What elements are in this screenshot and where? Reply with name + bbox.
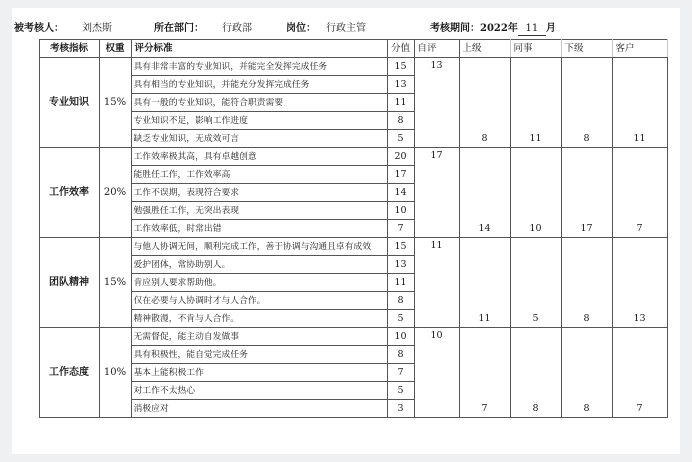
department-value: 行政部: [222, 23, 252, 34]
peer-rating-cell: 11: [510, 58, 561, 148]
criteria-cell: 勉强胜任工作，无突出表现: [131, 202, 387, 220]
superior-rating-cell: 8: [459, 58, 510, 148]
score-cell: 15: [387, 238, 414, 256]
criteria-cell: 爱护团体，常协助别人。: [131, 256, 387, 274]
period-month: 11: [518, 23, 546, 36]
department-label: 所在部门：: [154, 23, 204, 34]
score-cell: 8: [387, 292, 414, 310]
criteria-cell: 无需督促，能主动自发做事: [131, 328, 387, 346]
subordinate-rating-cell: 8: [561, 58, 612, 148]
col-score: 分值: [387, 40, 414, 58]
score-cell: 8: [387, 112, 414, 130]
criteria-cell: 能胜任工作，工作效率高: [131, 166, 387, 184]
score-cell: 15: [387, 58, 414, 76]
assessment-table: [12, 39, 668, 418]
criteria-cell: 专业知识不足，影响工作进度: [131, 112, 387, 130]
col-weight: 权重: [99, 40, 131, 58]
criteria-cell: 工作不误期，表现符合要求: [131, 184, 387, 202]
self-rating-cell: 13: [414, 58, 459, 148]
indicator-cell: 工作效率: [39, 148, 99, 238]
score-cell: 13: [387, 76, 414, 94]
score-cell: 11: [387, 274, 414, 292]
criteria-cell: 精神散漫，不肯与人合作。: [131, 310, 387, 328]
superior-rating-cell: 7: [459, 328, 510, 418]
col-customer: 客户: [612, 40, 667, 58]
indicator-cell: 工作态度: [39, 328, 99, 418]
score-cell: 8: [387, 346, 414, 364]
period-suffix: 月: [545, 23, 556, 34]
assessment-sheet: [12, 8, 680, 454]
score-cell: 7: [387, 364, 414, 382]
left-margin-cell: [12, 58, 39, 418]
criteria-cell: 具有非常丰富的专业知识，并能完全发挥完成任务: [131, 58, 387, 76]
superior-rating-cell: 11: [459, 238, 510, 328]
score-cell: 5: [387, 382, 414, 400]
col-indicator: 考核指标: [39, 40, 99, 58]
score-cell: 13: [387, 256, 414, 274]
criteria-cell: 仅在必要与人协调时才与人合作。: [131, 292, 387, 310]
self-rating-cell: 11: [414, 238, 459, 328]
criteria-cell: 肯应别人要求帮助他。: [131, 274, 387, 292]
criteria-cell: 工作效率低，时常出错: [131, 220, 387, 238]
col-criteria: 评分标准: [131, 40, 387, 58]
assessee-field: [14, 22, 112, 36]
criteria-cell: 对工作不太热心: [131, 382, 387, 400]
table-row: [12, 148, 667, 166]
table-row: [12, 328, 667, 346]
criteria-cell: 基本上能积极工作: [131, 364, 387, 382]
score-cell: 10: [387, 328, 414, 346]
peer-rating-cell: 10: [510, 148, 561, 238]
criteria-cell: 缺乏专业知识，无成效可言: [131, 130, 387, 148]
self-rating-cell: 10: [414, 328, 459, 418]
superior-rating-cell: 14: [459, 148, 510, 238]
weight-cell: 15%: [99, 238, 131, 328]
subordinate-rating-cell: 8: [561, 238, 612, 328]
col-subordinate: 下级: [561, 40, 612, 58]
subordinate-rating-cell: 8: [561, 328, 612, 418]
indicator-cell: 专业知识: [39, 58, 99, 148]
customer-rating-cell: 7: [612, 148, 667, 238]
indicator-cell: 团队精神: [39, 238, 99, 328]
score-cell: 3: [387, 400, 414, 418]
position-label: 岗位：: [286, 23, 316, 34]
peer-rating-cell: 8: [510, 328, 561, 418]
period-field: [430, 22, 556, 36]
score-cell: 11: [387, 94, 414, 112]
weight-cell: 20%: [99, 148, 131, 238]
assessee-label: 被考核人：: [14, 23, 64, 34]
subordinate-rating-cell: 17: [561, 148, 612, 238]
score-cell: 7: [387, 220, 414, 238]
score-cell: 10: [387, 202, 414, 220]
score-cell: 5: [387, 130, 414, 148]
col-peer: 同事: [510, 40, 561, 58]
criteria-cell: 具有相当的专业知识，并能充分发挥完成任务: [131, 76, 387, 94]
period-label: 考核期间：: [430, 23, 480, 34]
score-cell: 17: [387, 166, 414, 184]
customer-rating-cell: 13: [612, 238, 667, 328]
col-self: 自评: [414, 40, 459, 58]
criteria-cell: 消极应对: [131, 400, 387, 418]
assessee-value: 刘杰斯: [82, 23, 112, 34]
criteria-cell: 与他人协调无间，顺利完成工作，善于协调与沟通且卓有成效: [131, 238, 387, 256]
peer-rating-cell: 5: [510, 238, 561, 328]
criteria-cell: 具有积极性，能自觉完成任务: [131, 346, 387, 364]
table-header-row: [12, 40, 667, 58]
criteria-cell: 工作效率极其高，具有卓越创意: [131, 148, 387, 166]
customer-rating-cell: 7: [612, 328, 667, 418]
criteria-cell: 具有一般的专业知识，能符合职责需要: [131, 94, 387, 112]
position-field: [286, 22, 366, 36]
col-superior: 上级: [459, 40, 510, 58]
score-cell: 14: [387, 184, 414, 202]
customer-rating-cell: 11: [612, 58, 667, 148]
period-year: 2022年: [480, 23, 518, 34]
department-field: [154, 22, 252, 36]
table-row: [12, 58, 667, 76]
table-row: [12, 238, 667, 256]
self-rating-cell: 17: [414, 148, 459, 238]
weight-cell: 10%: [99, 328, 131, 418]
position-value: 行政主管: [326, 23, 366, 34]
score-cell: 20: [387, 148, 414, 166]
score-cell: 5: [387, 310, 414, 328]
weight-cell: 15%: [99, 58, 131, 148]
